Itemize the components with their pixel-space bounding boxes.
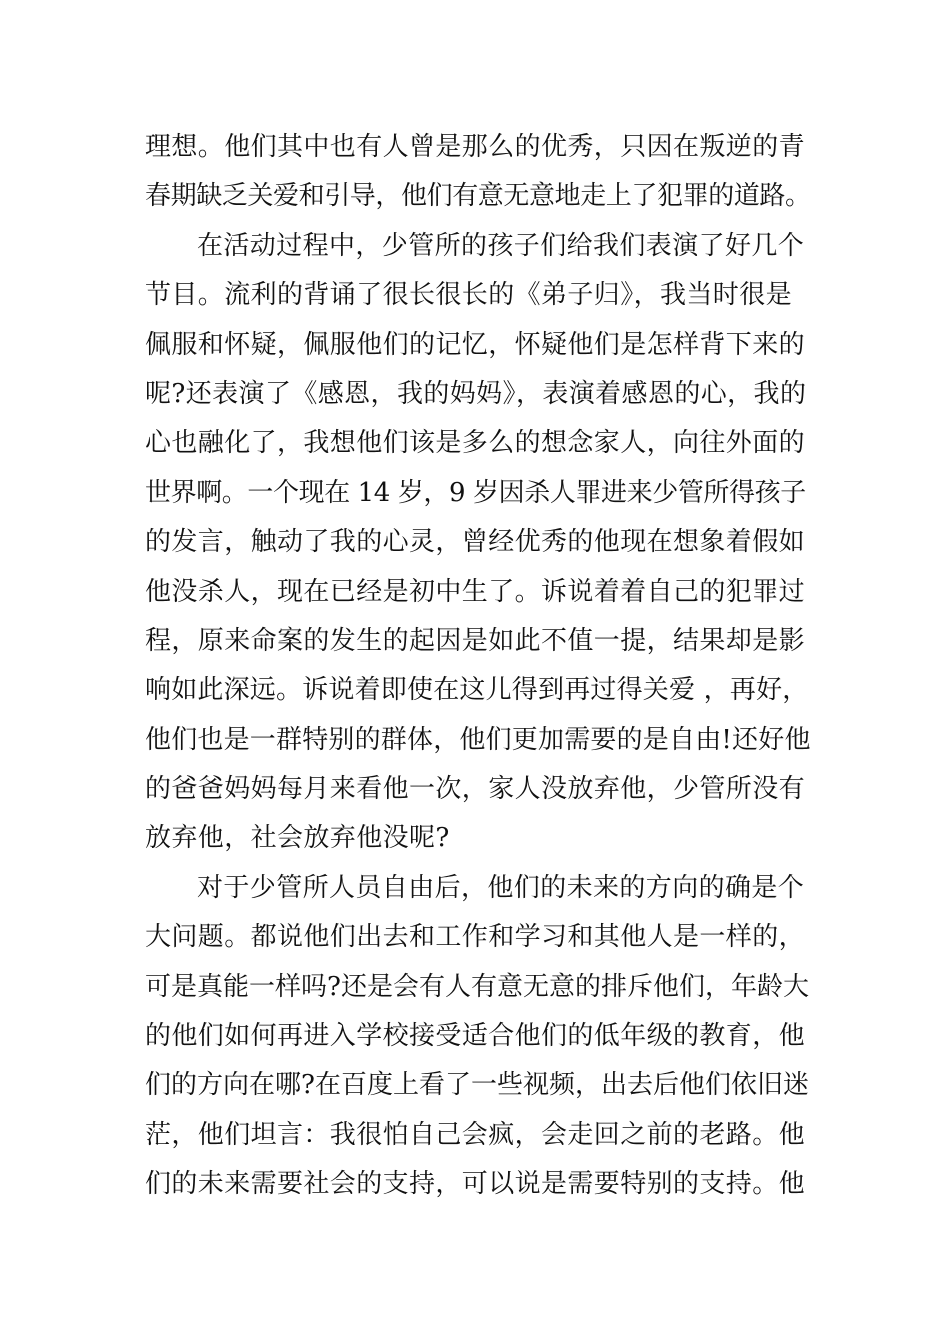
text-line: 对于少管所人员自由后，他们的未来的方向的确是个 [197,872,805,903]
text-line: 呢?还表演了《感恩，我的妈妈》，表演着感恩的心，我的 [145,378,807,409]
text-line: 们的方向在哪?在百度上看了一些视频，出去后他们依旧迷 [145,1070,809,1101]
text-line: 他没杀人，现在已经是初中生了。诉说着着自己的犯罪过 [145,576,806,607]
document-body-text [145,123,810,1210]
text-line: 放弃他，社会放弃他没呢? [145,823,450,854]
text-line: 节目。流利的背诵了很长很长的《弟子归》，我当时很是 [145,280,793,311]
text-line: 在活动过程中，少管所的孩子们给我们表演了好几个 [197,230,805,261]
text-line: 春期缺乏关爱和引导，他们有意无意地走上了犯罪的道路。 [145,181,811,212]
text-line: 的发言，触动了我的心灵，曾经优秀的他现在想象着假如 [145,527,806,558]
text-line: 响如此深远。诉说着即使在这儿得到再过得关爱 ，再好， [145,675,809,706]
text-line: 心也融化了，我想他们该是多么的想念家人，向往外面的 [145,428,806,459]
text-line: 可是真能一样吗?还是会有人有意无意的排斥他们，年龄大 [145,971,809,1002]
text-line: 大问题。都说他们出去和工作和学习和其他人是一样的， [145,922,806,953]
text-line: 他们也是一群特别的群体，他们更加需要的是自由!还好他 [145,724,811,755]
text-line: 们的未来需要社会的支持，可以说是需要特别的支持。他 [145,1169,806,1200]
text-line: 世界啊。一个现在 14 岁，9 岁因杀人罪进来少管所得孩子 [145,477,806,508]
text-line: 的爸爸妈妈每月来看他一次，家人没放弃他，少管所没有 [145,774,806,805]
text-line: 的他们如何再进入学校接受适合他们的低年级的教育，他 [145,1021,806,1052]
text-line: 茫，他们坦言：我很怕自己会疯，会走回之前的老路。他 [145,1119,806,1150]
text-line: 程，原来命案的发生的起因是如此不值一提，结果却是影 [145,625,806,656]
text-line: 佩服和怀疑，佩服他们的记忆，怀疑他们是怎样背下来的 [145,329,806,360]
text-line: 理想。他们其中也有人曾是那么的优秀，只因在叛逆的青 [145,132,806,162]
